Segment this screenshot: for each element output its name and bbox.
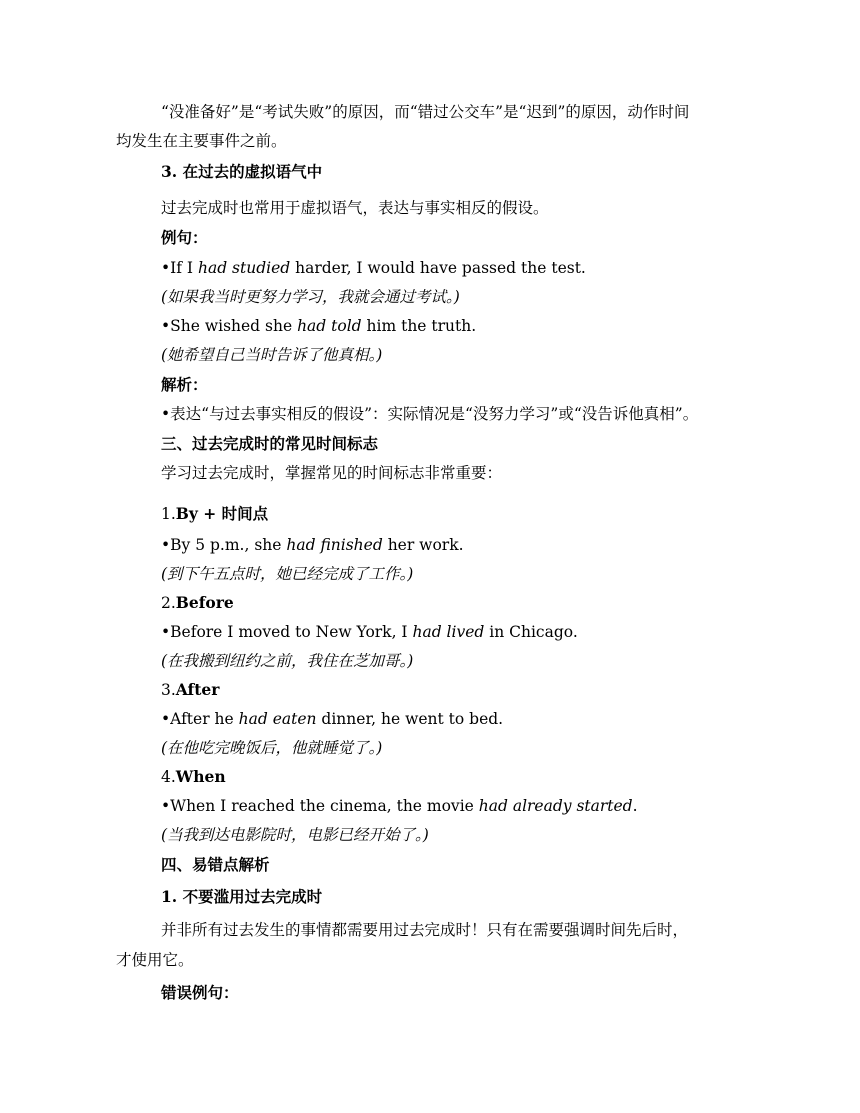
- analysis-text: •表达“与过去事实相反的假设”：实际情况是“没努力学习”或“没告诉他真相”。: [161, 405, 699, 423]
- example-translation: (在他吃完晚饭后，他就睡觉了。): [161, 739, 383, 757]
- marker-heading: 3.After: [161, 680, 220, 699]
- example-sentence: •Before I moved to New York, I had lived in Chicago.: [161, 623, 578, 641]
- paragraph-line: “没准备好”是“考试失败”的原因，而“错过公交车”是“迟到”的原因，动作时间: [161, 103, 690, 121]
- subheading: 1. 不要滥用过去完成时: [161, 887, 323, 906]
- example-sentence: •After he had eaten dinner, he went to bed.: [161, 710, 504, 728]
- wrong-example-label: 错误例句：: [161, 983, 239, 1002]
- subheading: 3. 在过去的虚拟语气中: [161, 162, 323, 181]
- paragraph-line: 并非所有过去发生的事情都需要用过去完成时！只有在需要强调时间先后时，: [161, 921, 689, 939]
- paragraph-line: 才使用它。: [116, 951, 194, 969]
- example-sentence: •If I had studied harder, I would have passed the test.: [161, 259, 586, 277]
- section-heading: 四、易错点解析: [161, 855, 270, 874]
- marker-heading: 1.By + 时间点: [161, 504, 269, 523]
- analysis-label: 解析：: [161, 375, 208, 394]
- example-sentence: •She wished she had told him the truth.: [161, 317, 477, 335]
- example-translation: (在我搬到纽约之前，我住在芝加哥。): [161, 652, 414, 670]
- example-translation: (到下午五点时，她已经完成了工作。): [161, 565, 414, 583]
- section-heading: 三、过去完成时的常见时间标志: [161, 434, 379, 453]
- paragraph-line: 学习过去完成时，掌握常见的时间标志非常重要：: [161, 464, 503, 482]
- marker-heading: 4.When: [161, 767, 226, 786]
- marker-heading: 2.Before: [161, 593, 234, 612]
- example-sentence: •By 5 p.m., she had finished her work.: [161, 536, 464, 554]
- example-translation: (如果我当时更努力学习，我就会通过考试。): [161, 288, 460, 306]
- paragraph-line: 过去完成时也常用于虚拟语气，表达与事实相反的假设。: [161, 199, 549, 217]
- example-translation: (她希望自己当时告诉了他真相。): [161, 346, 383, 364]
- example-sentence: •When I reached the cinema, the movie had already started.: [161, 797, 638, 815]
- example-label: 例句：: [161, 228, 208, 247]
- paragraph-line: 均发生在主要事件之前。: [116, 132, 287, 150]
- example-translation: (当我到达电影院时，电影已经开始了。): [161, 826, 429, 844]
